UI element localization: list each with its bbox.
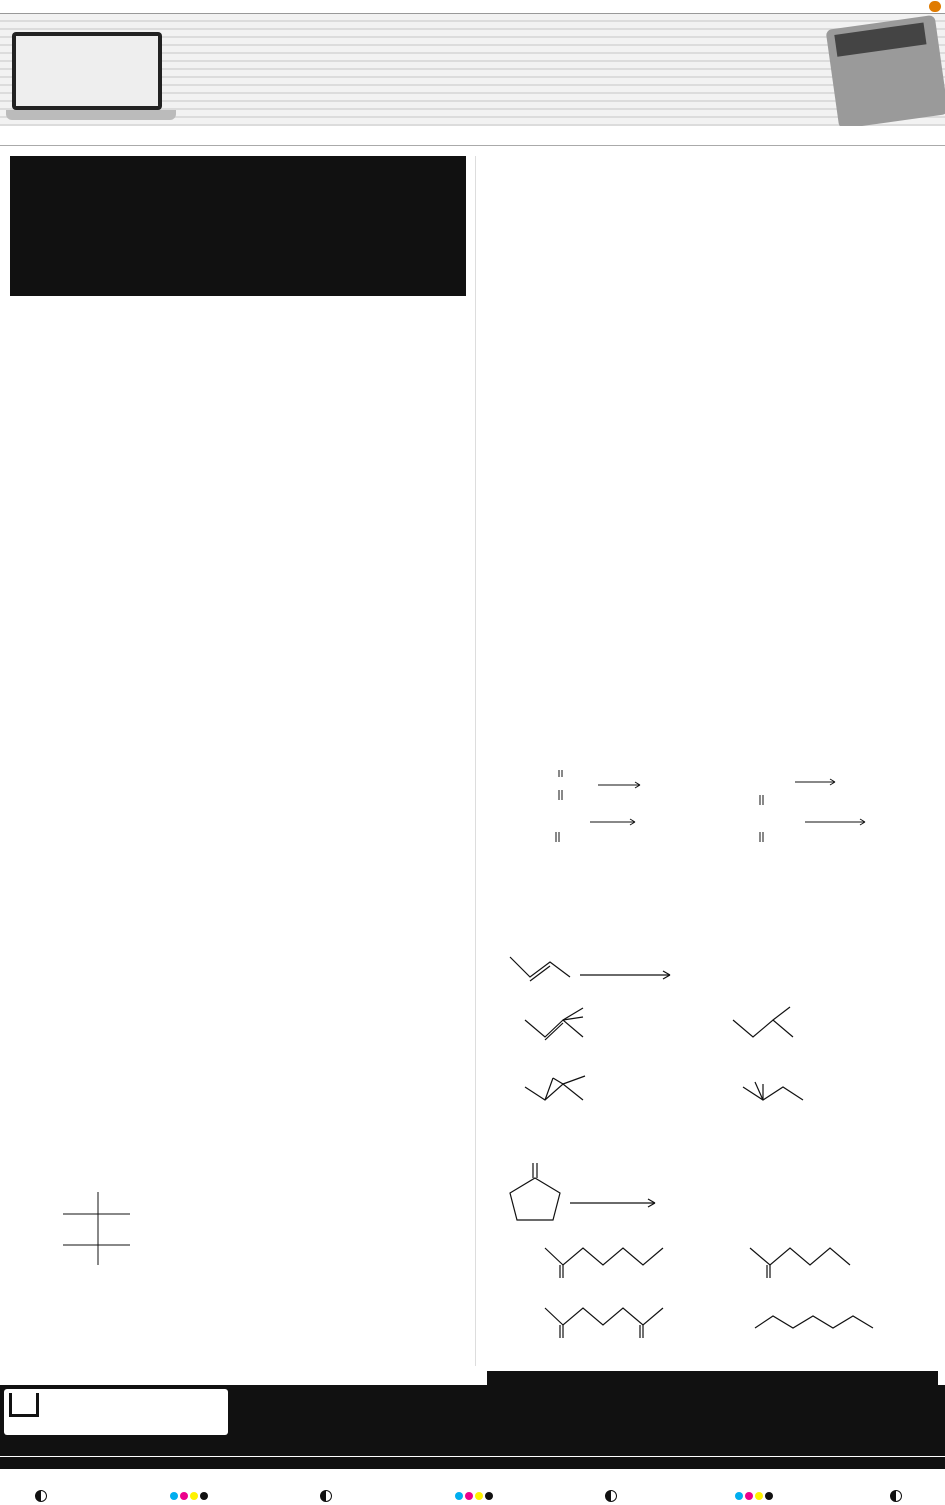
color-dots (735, 1492, 775, 1500)
page-number (929, 1, 941, 12)
book-icon (9, 1393, 39, 1417)
registration-mark-icon (35, 1490, 47, 1502)
q30-structures (505, 1148, 925, 1363)
top-bar (0, 0, 945, 14)
corporate-office (0, 1457, 945, 1469)
ad-banner (0, 1385, 945, 1440)
q27-reactions (510, 760, 930, 855)
q29-structures (505, 952, 925, 1117)
masthead-banner (0, 14, 945, 126)
column-divider (475, 156, 476, 1366)
centre-addresses (0, 1440, 945, 1456)
paper-header-box (10, 156, 466, 296)
color-dots (455, 1492, 495, 1500)
print-registration-marks (0, 1490, 945, 1502)
laptop-illustration (6, 32, 176, 126)
answers-footer-link[interactable] (487, 1371, 938, 1385)
laptop-screen-text (16, 36, 158, 106)
registration-mark-icon (320, 1490, 332, 1502)
calculator-illustration (826, 15, 945, 126)
registration-mark-icon (890, 1490, 902, 1502)
fischer-projection (38, 1180, 158, 1278)
instructions-text (10, 159, 466, 162)
registration-mark-icon (605, 1490, 617, 1502)
color-dots (170, 1492, 210, 1500)
vidyamandir-logo[interactable] (4, 1389, 228, 1435)
subheader-strip (0, 126, 945, 146)
